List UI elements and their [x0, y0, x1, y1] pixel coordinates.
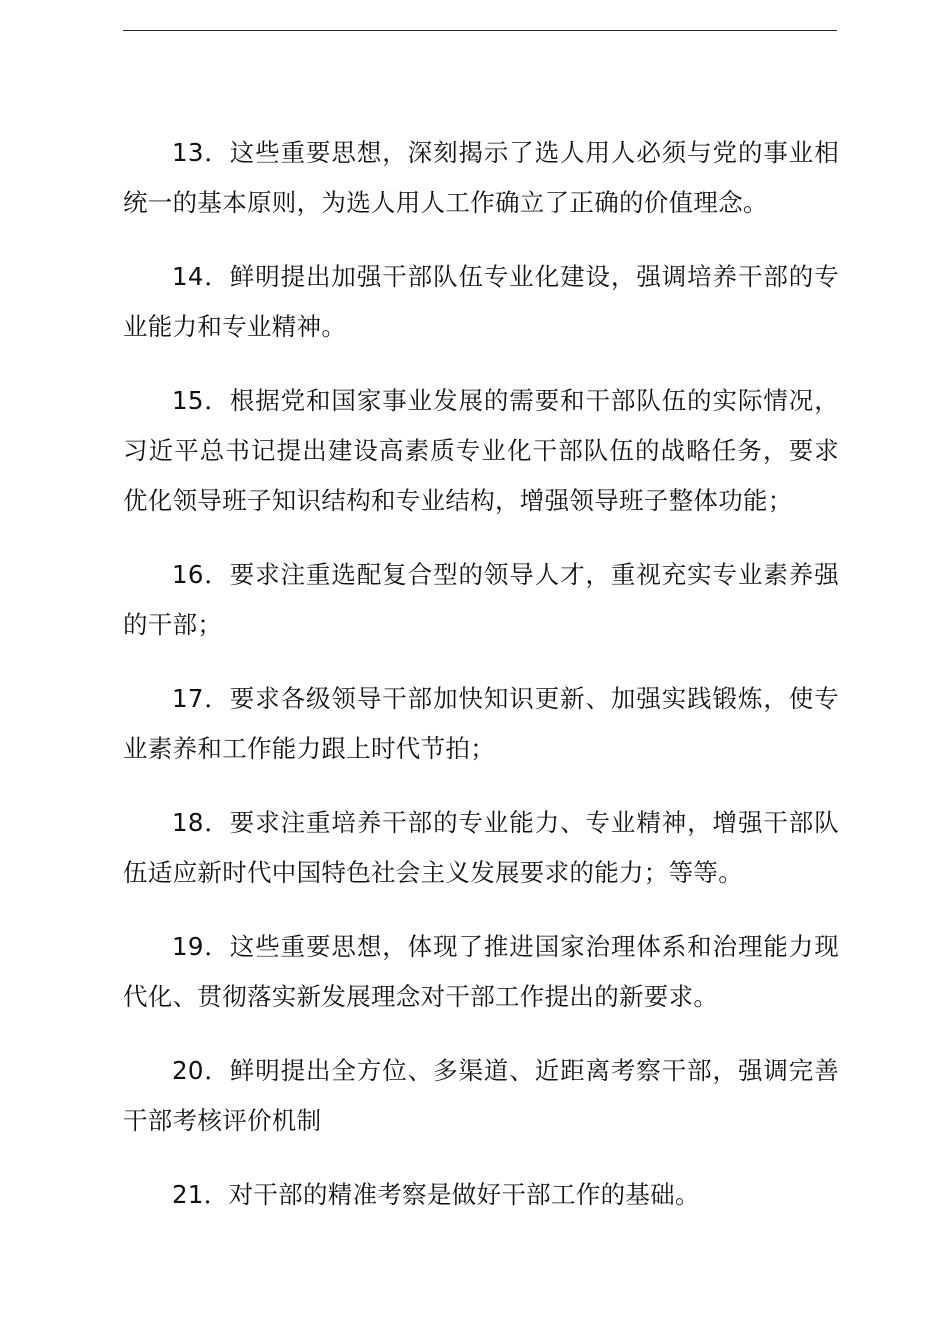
- paragraph-21: [123, 1170, 839, 1220]
- paragraph-number: 17．: [172, 684, 230, 713]
- paragraph-number: 14．: [172, 262, 230, 291]
- paragraph-18: [123, 798, 839, 898]
- paragraph-text: 这些重要思想，深刻揭示了选人用人必须与党的事业相统一的基本原则，为选人用人工作确立了正确的价值理念。: [123, 138, 839, 217]
- paragraph-14: [123, 252, 839, 352]
- paragraph-number: 21．: [172, 1180, 229, 1209]
- paragraph-number: 13．: [172, 138, 230, 167]
- paragraph-number: 15．: [172, 386, 230, 415]
- paragraph-16: [123, 550, 839, 650]
- paragraph-13: [123, 128, 839, 228]
- paragraph-number: 18．: [172, 808, 230, 837]
- paragraph-15: [123, 376, 839, 526]
- paragraph-text: 对干部的精准考察是做好干部工作的基础。: [228, 1180, 700, 1209]
- paragraph-text: 鲜明提出加强干部队伍专业化建设，强调培养干部的专业能力和专业精神。: [123, 262, 839, 341]
- header-rule: [123, 30, 837, 31]
- paragraph-text: 鲜明提出全方位、多渠道、近距离考察干部，强调完善干部考核评价机制: [123, 1056, 839, 1135]
- paragraph-17: [123, 674, 839, 774]
- paragraph-20: [123, 1046, 839, 1146]
- paragraph-number: 16．: [172, 560, 230, 589]
- paragraph-text: 要求注重选配复合型的领导人才，重视充实专业素养强的干部；: [123, 560, 839, 639]
- paragraph-text: 这些重要思想，体现了推进国家治理体系和治理能力现代化、贯彻落实新发展理念对干部工作提出的新要求。: [123, 932, 839, 1011]
- paragraph-text: 要求注重培养干部的专业能力、专业精神，增强干部队伍适应新时代中国特色社会主义发展要求的能力；等等。: [123, 808, 839, 887]
- paragraph-number: 20．: [172, 1056, 230, 1085]
- paragraph-text: 要求各级领导干部加快知识更新、加强实践锻炼，使专业素养和工作能力跟上时代节拍；: [123, 684, 839, 763]
- paragraph-19: [123, 922, 839, 1022]
- paragraph-number: 19．: [172, 932, 230, 961]
- paragraph-text: 根据党和国家事业发展的需要和干部队伍的实际情况，习近平总书记提出建设高素质专业化干部队伍的战略任务，要求优化领导班子知识结构和专业结构，增强领导班子整体功能；: [123, 386, 839, 515]
- document-body: [123, 128, 839, 1244]
